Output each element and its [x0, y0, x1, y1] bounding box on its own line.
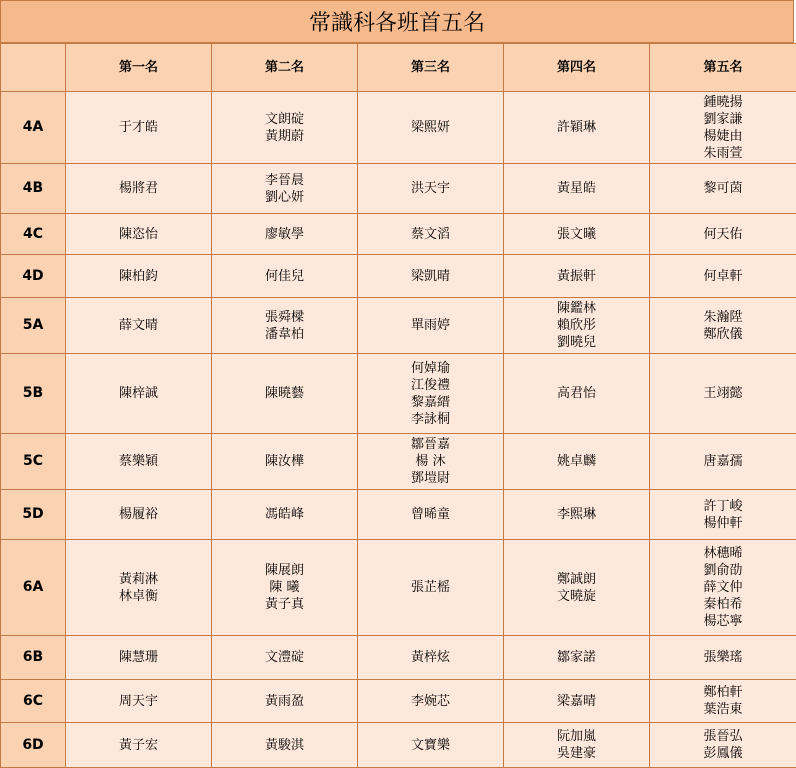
student-name: 鄧塏尉	[410, 471, 450, 486]
rank-cell	[212, 164, 358, 214]
student-name: 黃星皓	[556, 181, 596, 196]
student-name: 文寶樂	[410, 737, 450, 753]
table-row	[1, 540, 796, 636]
student-name: 高君怡	[556, 386, 596, 401]
rank-cell	[212, 92, 358, 164]
class-label: 5C	[1, 434, 66, 490]
table-body	[1, 92, 796, 768]
student-name: 黃子宏	[118, 737, 158, 753]
student-name: 黃莉淋	[118, 571, 158, 587]
student-name: 楊 沐	[415, 454, 446, 469]
rank-cell	[504, 92, 650, 164]
table-row	[1, 354, 796, 434]
student-name: 許穎琳	[556, 120, 596, 135]
class-label: 4D	[1, 255, 66, 298]
student-name: 于才皓	[118, 120, 158, 135]
student-name: 彭鳳儀	[703, 746, 743, 761]
class-label: 6C	[1, 680, 66, 723]
column-header: 第三名	[358, 44, 504, 92]
table-row	[1, 255, 796, 298]
student-name: 吳建豪	[556, 746, 596, 761]
student-name: 朱瀚陞	[703, 309, 743, 325]
rank-cell	[504, 540, 650, 636]
rank-cell	[650, 164, 796, 214]
rank-cell	[212, 434, 358, 490]
column-header: 第一名	[66, 44, 212, 92]
student-name: 許丁峻	[703, 498, 743, 514]
student-name: 周天宇	[118, 693, 158, 709]
class-label: 5D	[1, 490, 66, 540]
student-name: 張芷榣	[410, 580, 450, 595]
student-name: 劉心妍	[264, 189, 304, 205]
student-name: 秦柏希	[703, 597, 743, 612]
rank-cell	[66, 680, 212, 723]
rank-cell	[504, 490, 650, 540]
rank-cell	[650, 680, 796, 723]
table-row	[1, 298, 796, 354]
student-name: 張樂瑤	[703, 650, 743, 665]
rank-cell	[212, 540, 358, 636]
student-name: 梁熙妍	[410, 120, 450, 135]
rank-cell	[212, 636, 358, 680]
rank-cell	[504, 434, 650, 490]
student-name: 黃振軒	[556, 268, 596, 284]
student-name: 梁凱晴	[410, 268, 450, 284]
ranking-table	[0, 43, 796, 768]
student-name: 文朗碇	[264, 111, 304, 127]
class-label: 4B	[1, 164, 66, 214]
student-name: 楊仲軒	[703, 515, 743, 531]
table-row	[1, 434, 796, 490]
student-name: 江俊禮	[410, 377, 450, 393]
table-row	[1, 680, 796, 723]
rank-cell	[212, 490, 358, 540]
student-name: 黎嘉縉	[410, 394, 450, 410]
rank-cell	[650, 434, 796, 490]
student-name: 何天佑	[703, 226, 743, 242]
rank-cell	[358, 723, 504, 768]
student-name: 鄭欣儀	[703, 326, 743, 342]
student-name: 薛文仲	[703, 580, 743, 595]
rank-cell	[504, 680, 650, 723]
rank-cell	[358, 540, 504, 636]
student-name: 陳曉藝	[264, 386, 304, 401]
page-title: 常識科各班首五名	[0, 0, 794, 43]
student-name: 馮皓峰	[264, 507, 304, 522]
class-label: 6A	[1, 540, 66, 636]
student-name: 朱雨萱	[703, 145, 743, 161]
student-name: 鄒家諾	[556, 650, 596, 665]
rank-cell	[66, 255, 212, 298]
student-name: 廖敏學	[264, 226, 304, 242]
table-row	[1, 490, 796, 540]
student-name: 蔡樂穎	[118, 454, 158, 469]
header-row	[1, 44, 796, 92]
rank-cell	[358, 92, 504, 164]
student-name: 黃子真	[264, 597, 304, 612]
rank-cell	[66, 214, 212, 255]
rank-cell	[66, 298, 212, 354]
rank-cell	[504, 298, 650, 354]
rank-cell	[212, 354, 358, 434]
student-name: 葉浩東	[703, 702, 743, 717]
rank-cell	[650, 92, 796, 164]
student-name: 劉家謙	[703, 111, 743, 127]
table-row	[1, 164, 796, 214]
class-label: 6B	[1, 636, 66, 680]
student-name: 劉俞劭	[703, 563, 743, 578]
rank-cell	[358, 680, 504, 723]
student-name: 何佳兒	[264, 268, 304, 284]
rank-cell	[358, 354, 504, 434]
rank-cell	[650, 255, 796, 298]
student-name: 陳恣怡	[118, 226, 158, 242]
rank-cell	[504, 255, 650, 298]
student-name: 黃梓炫	[410, 650, 450, 665]
student-name: 陳 曦	[269, 580, 300, 595]
student-name: 黃雨盈	[264, 693, 304, 709]
student-name: 文澧碇	[264, 650, 304, 665]
student-name: 黎可茵	[703, 181, 743, 196]
rank-cell	[66, 92, 212, 164]
class-label: 5B	[1, 354, 66, 434]
table-row	[1, 214, 796, 255]
student-name: 劉曉兒	[556, 335, 596, 350]
student-name: 楊將君	[118, 181, 158, 196]
student-name: 何卓軒	[703, 268, 743, 284]
student-name: 洪天宇	[410, 181, 450, 196]
student-name: 林穗晞	[703, 546, 743, 561]
student-name: 陳梓誠	[118, 386, 158, 401]
student-name: 蔡文滔	[410, 226, 450, 242]
rank-cell	[504, 214, 650, 255]
rank-cell	[66, 540, 212, 636]
header-corner	[1, 44, 66, 92]
student-name: 何婥瑜	[410, 360, 450, 376]
student-name: 李晉晨	[264, 172, 304, 188]
student-name: 陳鑑林	[556, 301, 596, 316]
student-name: 張文曦	[556, 226, 596, 242]
student-name: 賴欣彤	[556, 318, 596, 333]
student-name: 林卓衡	[118, 588, 158, 604]
student-name: 張舜樑	[264, 309, 304, 325]
student-name: 姚卓麟	[556, 454, 596, 469]
student-name: 楊婕由	[703, 128, 743, 144]
student-name: 薛文晴	[118, 318, 158, 333]
class-label: 4C	[1, 214, 66, 255]
rank-cell	[66, 723, 212, 768]
rank-cell	[66, 636, 212, 680]
rank-cell	[358, 434, 504, 490]
student-name: 曾晞童	[410, 507, 450, 522]
student-name: 黃駿淇	[264, 737, 304, 753]
rank-cell	[212, 680, 358, 723]
student-name: 梁嘉晴	[556, 693, 596, 709]
student-name: 陳柏鈞	[118, 268, 158, 284]
student-name: 文曉旋	[556, 588, 596, 604]
rank-cell	[212, 298, 358, 354]
rank-cell	[504, 723, 650, 768]
table-row	[1, 636, 796, 680]
rank-cell	[650, 298, 796, 354]
rank-cell	[650, 354, 796, 434]
rank-cell	[504, 164, 650, 214]
class-label: 5A	[1, 298, 66, 354]
student-name: 鄭柏軒	[703, 685, 743, 700]
rank-cell	[66, 490, 212, 540]
table-row	[1, 723, 796, 768]
column-header: 第五名	[650, 44, 796, 92]
student-name: 張晉弘	[703, 729, 743, 744]
student-name: 楊履裕	[118, 507, 158, 522]
student-name: 王翊懿	[703, 386, 743, 401]
rank-cell	[358, 164, 504, 214]
student-name: 鄭誠朗	[556, 571, 596, 587]
class-label: 6D	[1, 723, 66, 768]
column-header: 第四名	[504, 44, 650, 92]
rank-cell	[66, 164, 212, 214]
student-name: 鍾曉揚	[703, 94, 743, 110]
student-name: 李詠桐	[410, 411, 450, 427]
rank-cell	[358, 255, 504, 298]
rank-cell	[650, 723, 796, 768]
rank-cell	[212, 214, 358, 255]
student-name: 唐嘉孺	[703, 454, 743, 469]
table-row	[1, 92, 796, 164]
student-name: 阮加嵐	[556, 729, 596, 744]
student-name: 陳展朗	[264, 563, 304, 578]
rank-cell	[66, 434, 212, 490]
rank-cell	[358, 298, 504, 354]
rank-cell	[358, 490, 504, 540]
student-name: 李熙琳	[556, 507, 596, 522]
rank-cell	[212, 255, 358, 298]
student-name: 陳汝樺	[264, 454, 304, 469]
class-label: 4A	[1, 92, 66, 164]
rank-cell	[358, 636, 504, 680]
rank-cell	[650, 490, 796, 540]
rank-cell	[650, 540, 796, 636]
student-name: 楊芯寧	[703, 614, 743, 629]
rank-cell	[358, 214, 504, 255]
rank-cell	[504, 354, 650, 434]
column-header: 第二名	[212, 44, 358, 92]
student-name: 陳慧珊	[118, 650, 158, 665]
rank-cell	[66, 354, 212, 434]
student-name: 李婉芯	[410, 693, 450, 709]
rank-cell	[650, 636, 796, 680]
rank-cell	[504, 636, 650, 680]
rank-cell	[650, 214, 796, 255]
student-name: 黃期蔚	[264, 128, 304, 144]
student-name: 潘韋柏	[264, 326, 304, 342]
rank-cell	[212, 723, 358, 768]
student-name: 鄒晉嘉	[410, 437, 450, 452]
student-name: 單雨婷	[410, 318, 450, 333]
